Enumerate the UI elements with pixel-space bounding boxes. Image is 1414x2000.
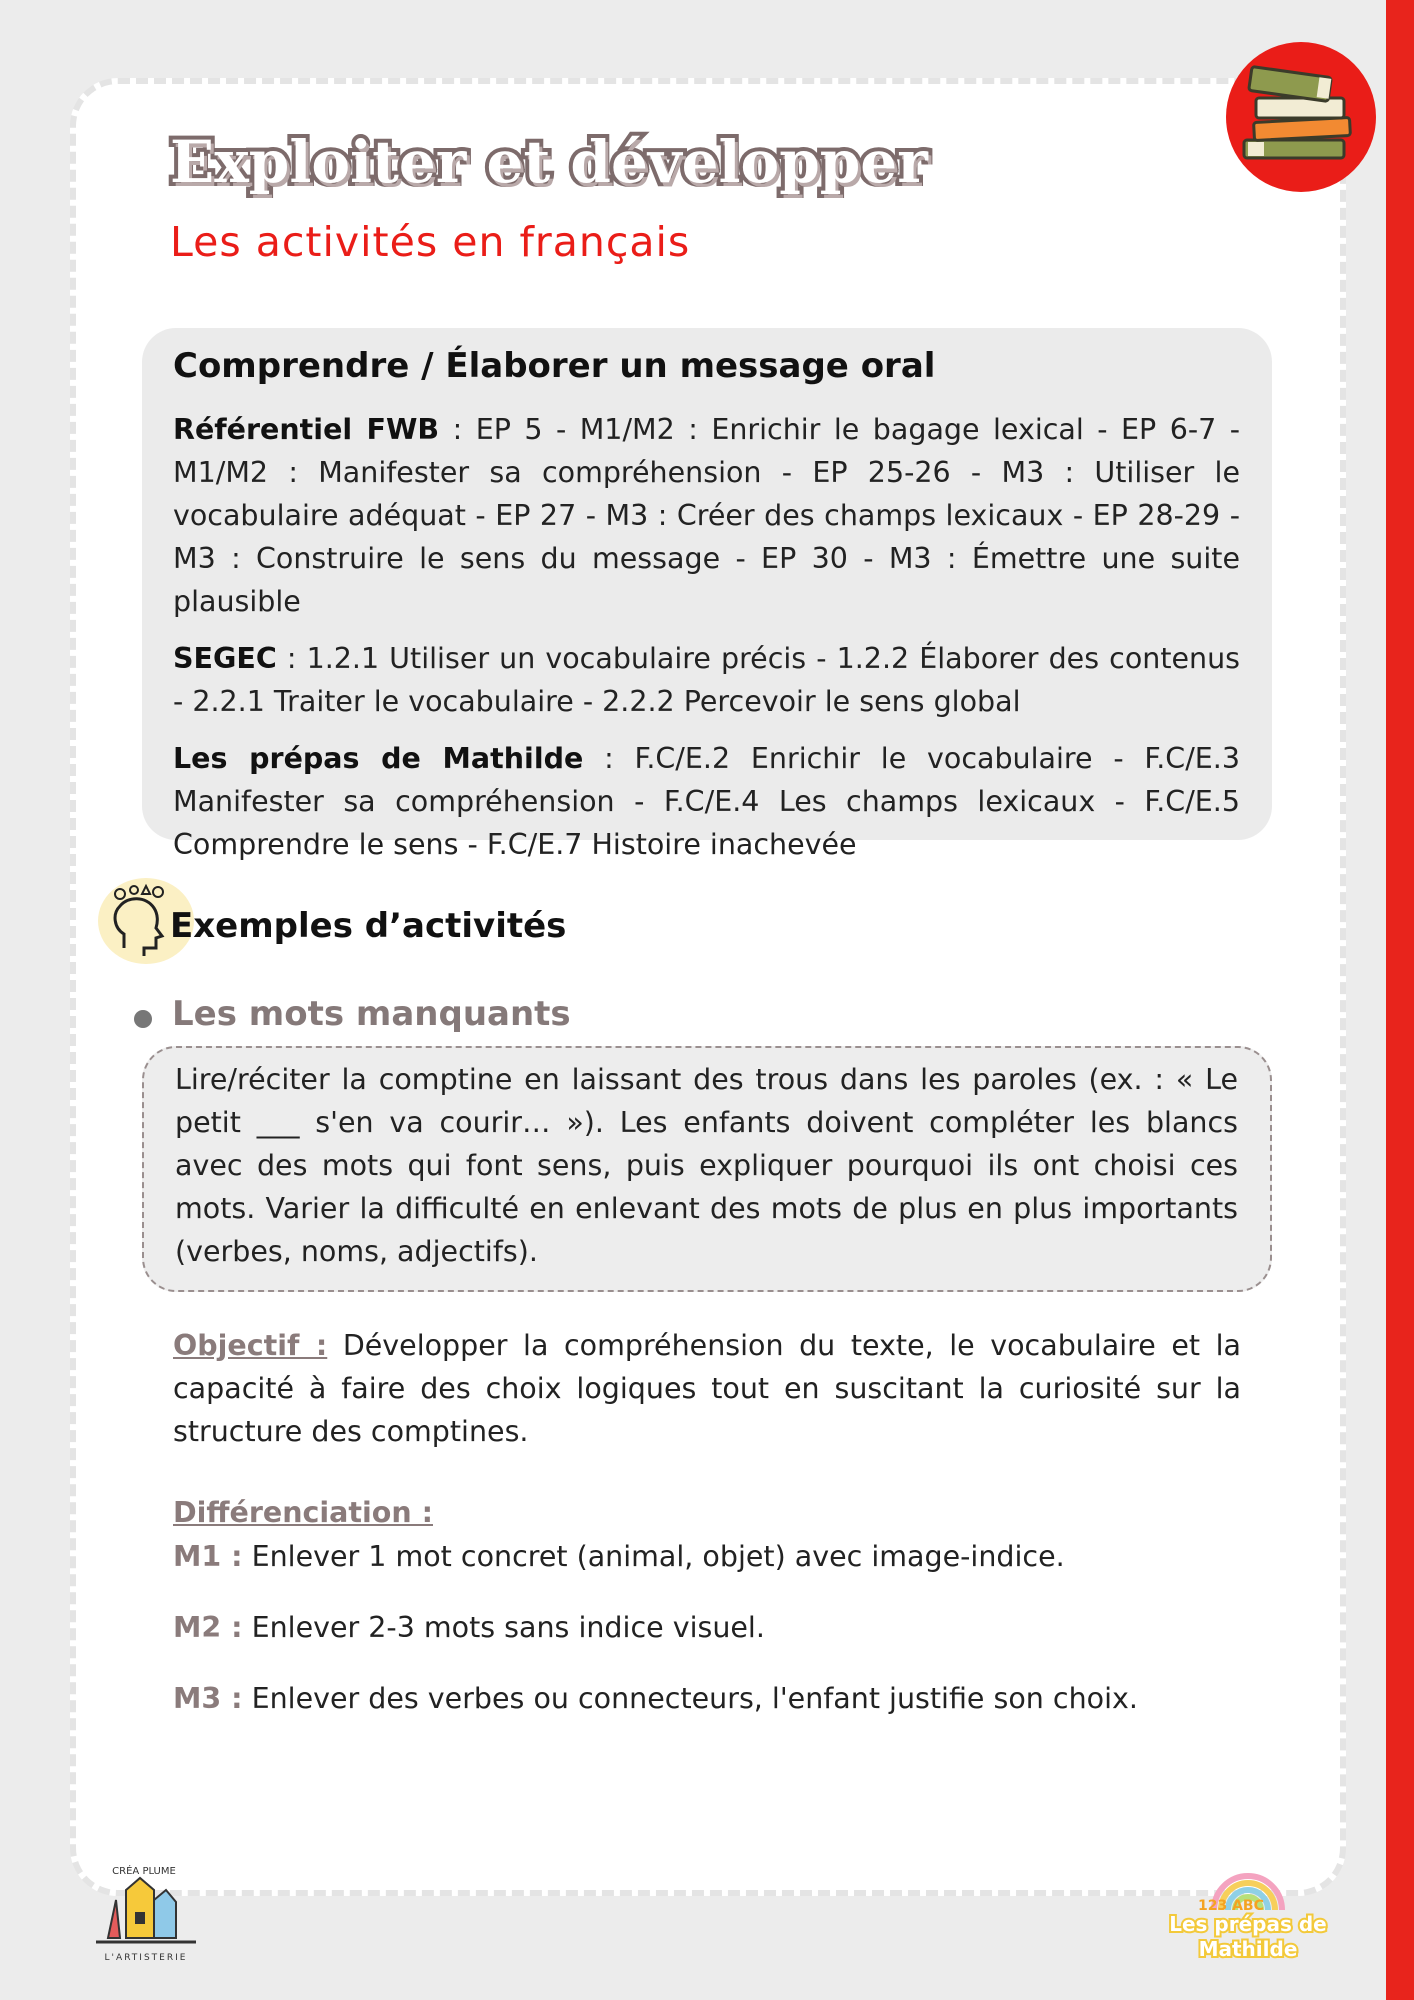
level-m1-text: Enlever 1 mot concret (animal, objet) avec image-indice. <box>242 1540 1065 1573</box>
prepas-mathilde-logo <box>1168 1860 1328 1970</box>
activity-description-box <box>142 1046 1272 1292</box>
crea-plume-logo <box>86 1860 206 1970</box>
reference-fwb-label: Référentiel FWB <box>173 413 440 446</box>
logo-right-mark: 123 ABC <box>1198 1898 1264 1914</box>
activity-description: Lire/réciter la comptine en laissant des trous dans les paroles (ex. : « Le petit ___ s'en va courir… »). Les enfants doivent compléter les blancs avec des mots qui font sens, puis expliquer pourquoi ils ont choisi ces mots. Varier la difficulté en enlevant des mots de plus en plus importants (verbes, noms, adjectifs). <box>175 1063 1238 1268</box>
activities-heading: Exemples d’activités <box>170 906 567 946</box>
activity-title: Les mots manquants <box>172 994 571 1034</box>
logo-right-line1: Les prépas de <box>1169 1912 1327 1936</box>
reference-title: Comprendre / Élaborer un message oral <box>173 346 936 386</box>
rainbow-icon <box>1168 1860 1328 1915</box>
level-m3-text: Enlever des verbes ou connecteurs, l'enfant justifie son choix. <box>242 1682 1138 1715</box>
reference-prepas-text: : F.C/E.2 Enrichir le vocabulaire - F.C/E.3 Manifester sa compréhension - F.C/E.4 Les champs lexicaux - F.C/E.5 Comprendre le sens - F.C/E.7 Histoire inachevée <box>173 742 1240 861</box>
logo-left-top-text: CRÉA PLUME <box>112 1866 176 1877</box>
level-m2-text: Enlever 2-3 mots sans indice visuel. <box>242 1611 765 1644</box>
objective-paragraph <box>173 1324 1241 1453</box>
reference-fwb <box>173 408 1240 623</box>
level-m2-label: M2 : <box>173 1611 243 1644</box>
page-subtitle: Les activités en français <box>170 218 691 266</box>
level-m2 <box>173 1611 765 1644</box>
reference-box <box>142 328 1272 861</box>
logo-left-bottom-text: L'ARTISTERIE <box>104 1953 188 1963</box>
level-m1 <box>173 1540 1065 1573</box>
books-icon <box>1226 42 1376 192</box>
reference-fwb-text: : EP 5 - M1/M2 : Enrichir le bagage lexical - EP 6-7 - M1/M2 : Manifester sa compréhension - EP 25-26 - M3 : Utiliser le vocabulaire adéquat - EP 27 - M3 : Créer des champs lexicaux - EP 28-29 - M3 : Construire le sens du message - EP 30 - M3 : Émettre une suite plausible <box>173 413 1240 618</box>
bullet-dot <box>134 1010 152 1028</box>
level-m3-label: M3 : <box>173 1682 243 1715</box>
reference-prepas <box>173 737 1240 866</box>
level-m1-label: M1 : <box>173 1540 243 1573</box>
differentiation-label: Différenciation : <box>173 1496 433 1529</box>
reference-segec-text: : 1.2.1 Utiliser un vocabulaire précis - 1.2.2 Élaborer des contenus - 2.2.1 Traiter le vocabulaire - 2.2.2 Percevoir le sens global <box>173 642 1240 718</box>
reference-segec-label: SEGEC <box>173 642 277 675</box>
objective-text: Développer la compréhension du texte, le vocabulaire et la capacité à faire des choix logiques tout en suscitant la curiosité sur la structure des comptines. <box>173 1329 1242 1448</box>
level-m3 <box>173 1682 1138 1715</box>
books-badge <box>1226 42 1376 192</box>
logo-right-line2: Mathilde <box>1198 1937 1298 1961</box>
right-accent-bar <box>1386 0 1414 2000</box>
logo-right-text <box>1168 1912 1328 1962</box>
reference-segec <box>173 637 1240 723</box>
objective-label: Objectif : <box>173 1329 328 1362</box>
reference-prepas-label: Les prépas de Mathilde <box>173 742 584 775</box>
page-title: Exploiter et développer <box>170 128 928 196</box>
